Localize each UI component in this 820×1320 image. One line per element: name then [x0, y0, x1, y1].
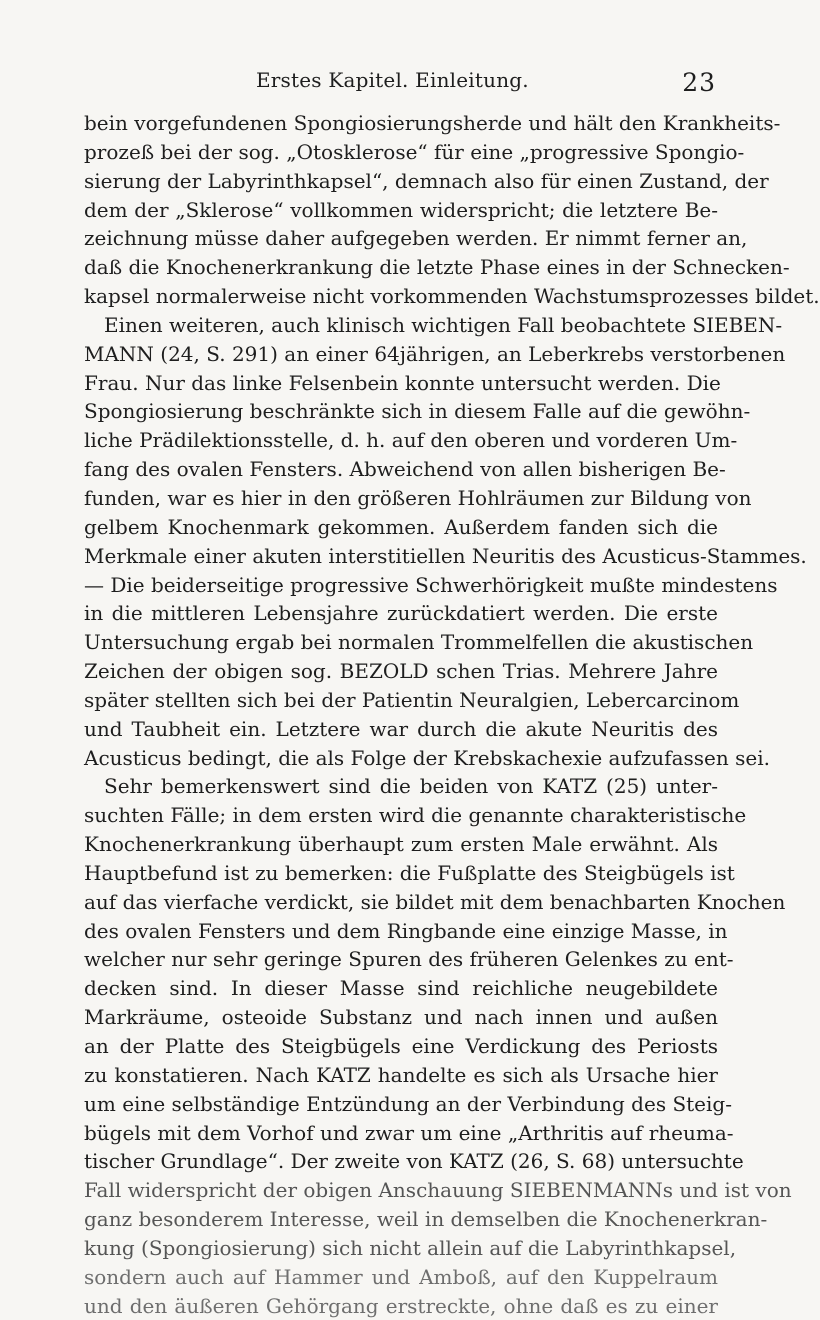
text-line: zu konstatieren. Nach KATZ handelte es sich als Ursache hier	[84, 1062, 718, 1087]
text-line: kung (Spongiosierung) sich nicht allein auf die Labyrinthkapsel,	[84, 1235, 737, 1260]
text-line: dem der „Sklerose“ vollkommen widerspricht; die letztere Be-	[84, 197, 718, 222]
text-line: liche Prädilektionsstelle, d. h. auf den oberen und vorderen Um-	[84, 428, 738, 453]
text-line: Merkmale einer akuten interstitiellen Neuritis des Acusticus-Stammes.	[84, 543, 807, 568]
text-line: sondern auch auf Hammer und Amboß, auf den Kuppelraum	[84, 1264, 718, 1289]
text-line: des ovalen Fensters und dem Ringbande eine einzige Masse, in	[84, 918, 728, 943]
text-line: — Die beiderseitige progressive Schwerhörigkeit mußte mindestens	[84, 572, 778, 597]
text-line: sierung der Labyrinthkapsel“, demnach also für einen Zustand, der	[84, 168, 769, 193]
body-text	[84, 109, 820, 1320]
text-line: an der Platte des Steigbügels eine Verdickung des Periosts	[84, 1034, 718, 1058]
page-number: 23	[682, 68, 716, 97]
text-line: Spongiosierung beschränkte sich in diesem Falle auf die gewöhn-	[84, 399, 751, 424]
text-line: bügels mit dem Vorhof und zwar um eine „Arthritis auf rheuma-	[84, 1120, 734, 1145]
text-line: bein vorgefundenen Spongiosierungsherde und hält den Krankheits-	[84, 111, 781, 135]
text-line: MANN (24, S. 291) an einer 64jährigen, an Leberkrebs verstorbenen	[84, 341, 786, 366]
text-line: suchten Fälle; in dem ersten wird die genannte charakteristische	[84, 803, 747, 828]
text-line: welcher nur sehr geringe Spuren des früheren Gelenkes zu ent-	[84, 947, 734, 972]
text-line: daß die Knochenerkrankung die letzte Phase eines in der Schnecken-	[84, 255, 790, 280]
text-line: Zeichen der obigen sog. BEZOLD schen Trias. Mehrere Jahre	[84, 659, 718, 684]
running-head: Erstes Kapitel. Einleitung.	[256, 68, 529, 92]
text-line: decken sind. In dieser Masse sind reichliche neugebildete	[84, 976, 718, 1001]
text-line: zeichnung müsse daher aufgegeben werden. Er nimmt ferner an,	[84, 226, 748, 251]
text-line: in die mittleren Lebensjahre zurückdatiert werden. Die erste	[84, 601, 718, 626]
text-line: Einen weiteren, auch klinisch wichtigen Fall beobachtete SIEBEN-	[104, 312, 783, 337]
text-line: gelbem Knochenmark gekommen. Außerdem fanden sich die	[84, 514, 718, 539]
text-line: und den äußeren Gehörgang erstreckte, ohne daß es zu einer	[84, 1293, 718, 1318]
text-line: Knochenerkrankung überhaupt zum ersten Male erwähnt. Als	[84, 832, 718, 857]
text-line: auf das vierfache verdickt, sie bildet mit dem benachbarten Knochen	[84, 889, 786, 914]
text-line: und Taubheit ein. Letztere war durch die akute Neuritis des	[84, 716, 718, 741]
text-line: später stellten sich bei der Patientin Neuralgien, Lebercarcinom	[84, 687, 740, 712]
text-line: funden, war es hier in den größeren Hohlräumen zur Bildung von	[84, 485, 752, 510]
text-line: tischer Grundlage“. Der zweite von KATZ (26, S. 68) untersuchte	[84, 1149, 744, 1174]
text-line: Hauptbefund ist zu bemerken: die Fußplatte des Steigbügels ist	[84, 860, 735, 885]
text-line: Acusticus bedingt, die als Folge der Krebskachexie aufzufassen sei.	[84, 745, 770, 770]
text-line: fang des ovalen Fensters. Abweichend von allen bisherigen Be-	[84, 457, 726, 482]
text-line: Frau. Nur das linke Felsenbein konnte untersucht werden. Die	[84, 370, 721, 395]
page-header	[0, 68, 800, 98]
text-line: kapsel normalerweise nicht vorkommenden Wachstumsprozesses bildet.	[84, 284, 820, 309]
text-line: Markräume, osteoide Substanz und nach innen und außen	[84, 1005, 718, 1030]
text-line: Fall widerspricht der obigen Anschauung SIEBENMANNs und ist von	[84, 1178, 792, 1203]
text-line: Untersuchung ergab bei normalen Trommelfellen die akustischen	[84, 630, 754, 655]
text-line: prozeß bei der sog. „Otosklerose“ für eine „progressive Spongio-	[84, 139, 745, 164]
text-line: ganz besonderem Interesse, weil in demselben die Knochenerkran-	[84, 1207, 768, 1232]
text-line: um eine selbständige Entzündung an der Verbindung des Steig-	[84, 1091, 732, 1116]
text-line: Sehr bemerkenswert sind die beiden von KATZ (25) unter-	[104, 774, 718, 799]
